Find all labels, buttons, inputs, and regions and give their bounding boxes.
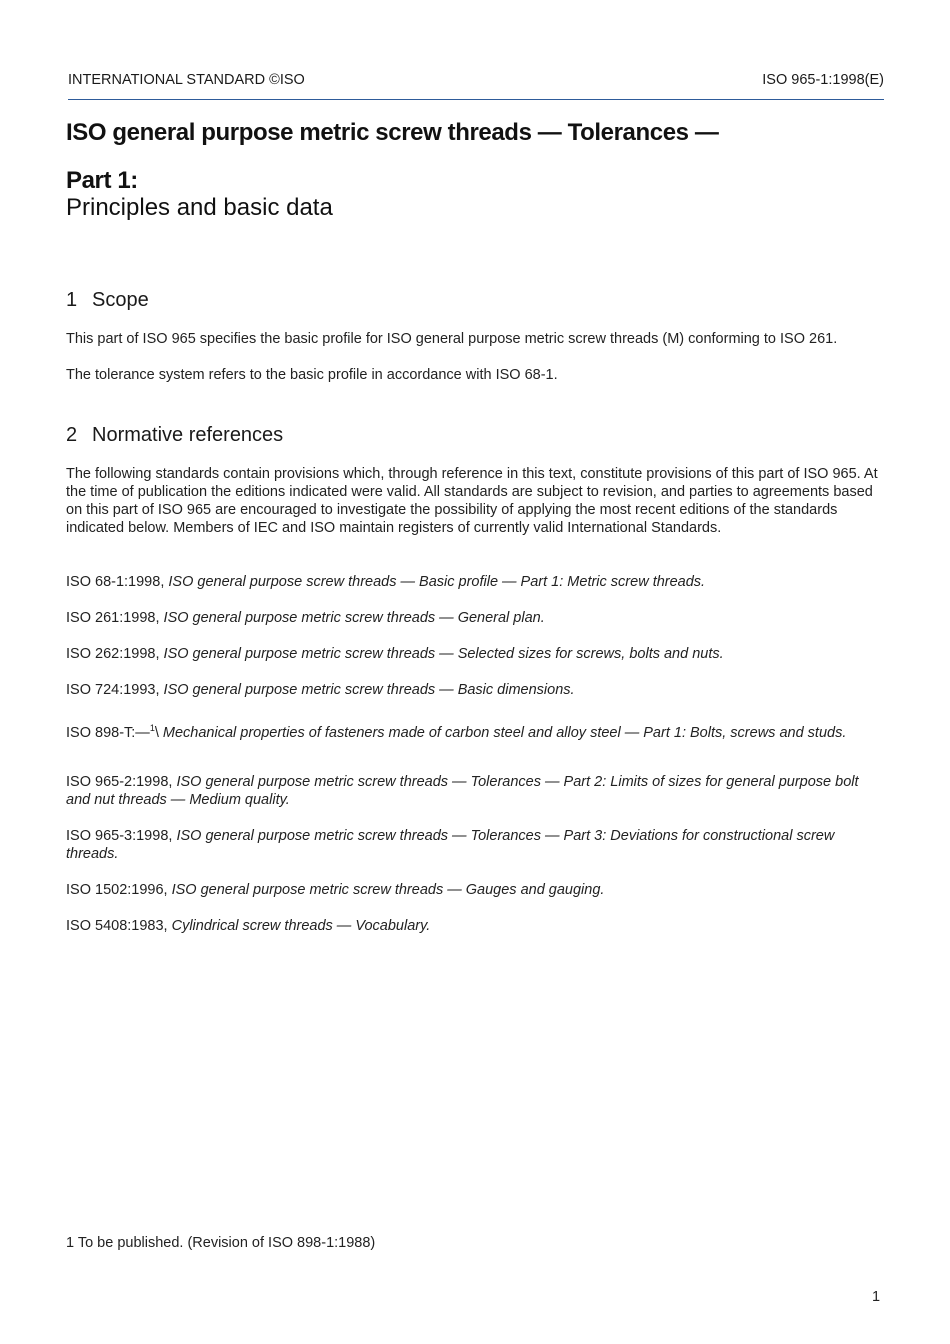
reference-code: ISO 965-3:1998, (66, 828, 177, 844)
page-header (68, 72, 884, 100)
section-heading-scope (66, 289, 149, 312)
reference-item (66, 681, 878, 699)
reference-title: ISO general purpose screw threads — Basic profile — Part 1: Metric screw threads. (168, 574, 706, 590)
reference-item (66, 827, 878, 863)
section-number: 1 (66, 289, 78, 311)
footnote-marker[interactable]: 1 (149, 723, 155, 733)
reference-code: ISO 261:1998, (66, 610, 164, 626)
normative-intro: The following standards contain provisions which, through reference in this text, constitute provisions of this part of ISO 965. At the time of publication the editions indicated were valid. All standards are subject to revision, and parties to agreements based on this part of ISO 965 are encouraged to investigate the possibility of applying the most recent editions of the standards indicated below. Members of IEC and ISO maintain registers of currently valid International Standards. (66, 466, 878, 536)
reference-title: ISO general purpose metric screw threads — Tolerances — Part 2: Limits of sizes for general purpose bolt and nut threads — Medium quality. (66, 774, 859, 808)
document-part: Part 1: (66, 167, 138, 194)
reference-item (66, 719, 878, 742)
footnote: 1 To be published. (Revision of ISO 898-1:1988) (66, 1235, 376, 1251)
reference-item (66, 645, 878, 663)
reference-code: ISO 1502:1996, (66, 882, 172, 898)
section-title: Scope (92, 289, 149, 311)
reference-title: ISO general purpose metric screw threads — General plan. (163, 610, 545, 626)
section-number: 2 (66, 424, 78, 446)
reference-title: Cylindrical screw threads — Vocabulary. (171, 918, 431, 934)
reference-code: ISO 965-2:1998, (66, 774, 177, 790)
reference-item (66, 609, 878, 627)
header-right: ISO 965-1:1998(E) (762, 72, 884, 88)
reference-item (66, 881, 878, 899)
document-title: ISO general purpose metric screw threads — Tolerances — (66, 119, 719, 146)
reference-title: ISO general purpose metric screw threads — Selected sizes for screws, bolts and nuts. (163, 646, 724, 662)
reference-code: ISO 262:1998, (66, 646, 164, 662)
document-subtitle: Principles and basic data (66, 194, 333, 221)
reference-separator: \ (154, 725, 163, 741)
reference-code: ISO 724:1993, (66, 682, 164, 698)
section-heading-normative (66, 424, 283, 447)
reference-title: ISO general purpose metric screw threads — Tolerances — Part 3: Deviations for constructional screw threads. (66, 828, 835, 862)
scope-paragraph: The tolerance system refers to the basic profile in accordance with ISO 68-1. (66, 367, 558, 383)
reference-code: ISO 898-T:— (66, 725, 150, 741)
page-number: 1 (872, 1289, 881, 1305)
reference-item (66, 573, 878, 591)
reference-code: ISO 68-1:1998, (66, 574, 169, 590)
reference-item (66, 773, 878, 809)
section-title: Normative references (92, 424, 284, 446)
reference-title: Mechanical properties of fasteners made of carbon steel and alloy steel — Part 1: Bolts, screws and studs. (162, 725, 847, 741)
reference-title: ISO general purpose metric screw threads — Basic dimensions. (163, 682, 575, 698)
reference-code: ISO 5408:1983, (66, 918, 172, 934)
reference-item (66, 917, 878, 935)
header-left: INTERNATIONAL STANDARD ©ISO (68, 72, 305, 88)
reference-title: ISO general purpose metric screw threads — Gauges and gauging. (171, 882, 605, 898)
scope-paragraph: This part of ISO 965 specifies the basic profile for ISO general purpose metric screw threads (M) conforming to ISO 261. (66, 331, 838, 347)
